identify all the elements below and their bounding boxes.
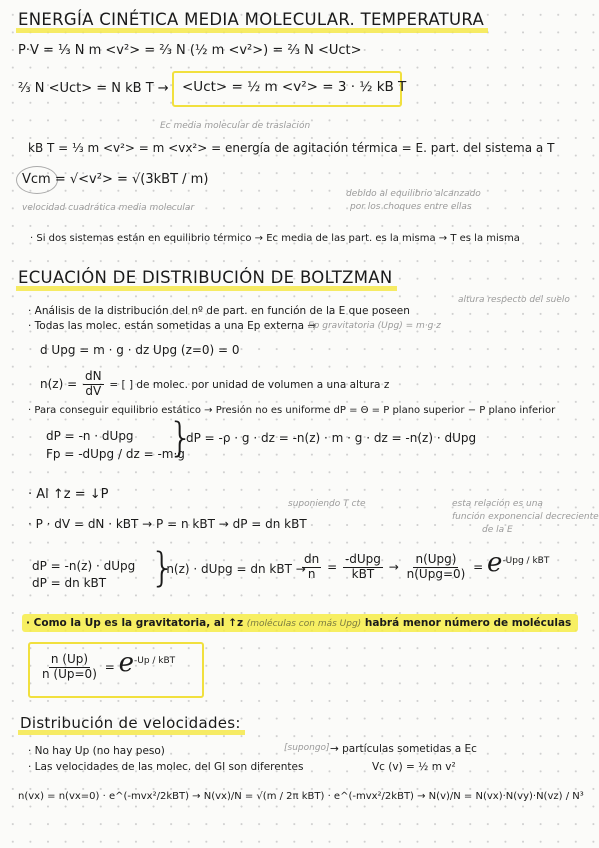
text-ec: → partículas sometidas a Ec xyxy=(330,743,477,755)
eq-maxwell: n(vx) = n(vx=0) · e^(-mvx²/2kBT) → N(vx)/N = √(m / 2π kBT) · e^(-mvx²/2kBT) → N(v)/N = N(vx)·N(vy)·N(vz) / N³ xyxy=(18,791,584,802)
brace-2: } xyxy=(150,545,176,591)
bullet-velocidades: · Las velocidades de las molec. del GI son diferentes xyxy=(28,761,304,773)
section-title-energia: ENERGÍA CINÉTICA MEDIA MOLECULAR. TEMPERATURA xyxy=(18,12,484,29)
bullet-ep-externa: · Todas las molec. están sometidas a una Ep externa → xyxy=(28,320,317,332)
eq-pv: P·V = ⅓ N m <v²> = ⅔ N (½ m <v²>) = ⅔ N <Uct> xyxy=(18,43,362,58)
bullet-equilibrio-estatico: · Para conseguir equilibrio estático → Presión no es uniforme dP = Θ = P plano superior − P plano inferior xyxy=(28,405,556,416)
eq-vcm: Vcm = √<v²> = √(3kBT / m) xyxy=(22,172,209,187)
line-equilibrio-termico: · Si dos sistemas están en equilibrio térmico → Ec media de las part. es la misma → T es la misma xyxy=(30,233,520,244)
note-exp-b: función exponencial decreciente xyxy=(452,512,599,522)
note-exp-a: esta relación es una xyxy=(452,499,543,509)
note-equilibrio-b: por los choques entre ellas xyxy=(350,202,472,212)
note-ec-media: Ec media molecular de traslación xyxy=(160,121,311,131)
line-gravitatoria: · Como la Up es la gravitatoria, al ↑z (moléculas con más Upg) habrá menor número de moléculas xyxy=(26,617,572,629)
eq-fracs: $\frac{dn}{n}$ = $\frac{\text{-dUpg}}{\text{kBT}}$ → $\frac{\text{n(Upg)}}{\text{n(Upg=0)}}$ = $e^{-Upg / kBT}$ xyxy=(304,548,550,581)
eq-boltzmann: $\frac{n (Up)}{n (Up=0)}$ = $e^{-Up / kBT}$ xyxy=(42,648,176,681)
note-t-cte: suponiendo T cte xyxy=(288,499,366,509)
eq-kbt: kB T = ⅓ m <v²> = m <vx²> = energía de agitación térmica = E. part. del sistema a T xyxy=(28,141,555,155)
brace-1: } xyxy=(168,415,194,461)
eq-dp-3: dP = -n(z) · dUpg xyxy=(32,559,136,573)
eq-fp: Fp = -dUpg / dz = -m·g xyxy=(46,447,185,461)
eq-pdv: · P · dV = dN · kBT → P = n kBT → dP = dn kBT xyxy=(28,517,307,531)
eq-uct-left: ⅔ N <Uct> = N kB T → xyxy=(18,81,169,96)
note-equilibrio-a: debido al equilibrio alcanzado xyxy=(346,189,481,199)
section-title-velocidades: Distribución de velocidades: xyxy=(20,716,241,731)
note-vel-cuadratica: velocidad cuadrática media molecular xyxy=(22,203,195,213)
bullet-analisis: · Análisis de la distribución del nº de part. en función de la E que poseen xyxy=(28,305,410,317)
note-supongo: [supongo] xyxy=(284,743,330,753)
text-vc: Vc (v) = ½ m v² xyxy=(372,761,456,773)
note-ep-grav: Ep gravitatoria (Upg) = m·g·z xyxy=(308,321,441,331)
section-title-boltzman: ECUACIÓN DE DISTRIBUCIÓN DE BOLTZMAN xyxy=(18,270,393,287)
eq-dupg: d Upg = m · g · dz Upg (z=0) = 0 xyxy=(40,343,240,357)
eq-dn: -n(z) · dUpg = dn kBT → xyxy=(162,562,306,576)
note-exp-c: de la E xyxy=(482,525,513,535)
eq-nz: n(z) = $\frac{dN}{dV}$ = [ ] de molec. por unidad de volumen a una altura z xyxy=(40,369,390,398)
bullet-no-up: · No hay Up (no hay peso) xyxy=(28,745,165,757)
note-altura: altura respecto del suelo xyxy=(458,295,570,305)
eq-dp-4: dP = dn kBT xyxy=(32,576,107,590)
eq-dp-1: dP = -n · dUpg xyxy=(46,429,134,443)
eq-al-z: · Al ↑z = ↓P xyxy=(28,487,109,502)
eq-uct-box: <Uct> = ½ m <v²> = 3 · ½ kB T xyxy=(182,79,407,95)
eq-dp-2: dP = -ρ · g · dz = -n(z) · m · g · dz = -n(z) · dUpg xyxy=(186,431,477,445)
